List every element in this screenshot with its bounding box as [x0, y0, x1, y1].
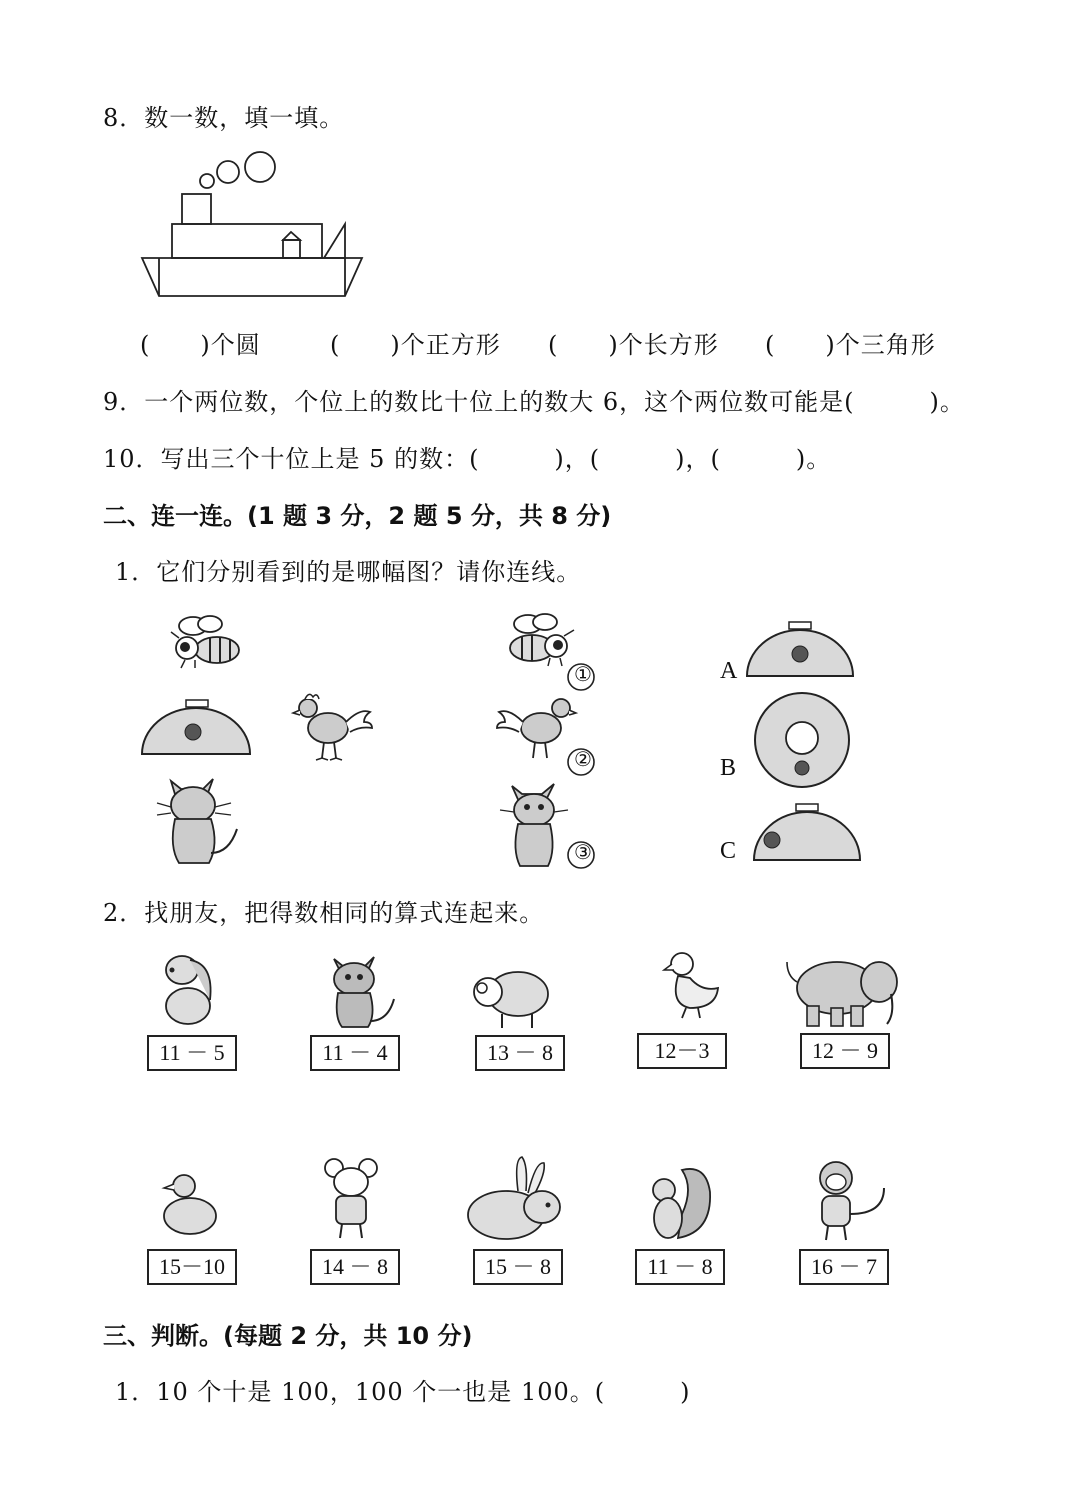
section3-q1-text: 1．10 个十是 100，100 个一也是 100。( ) [115, 1378, 691, 1406]
expr-box-3[interactable]: 13 － 8 [475, 1035, 565, 1071]
q9-text: 9．一个两位数，个位上的数比十位上的数大 6，这个两位数可能是( )。 [103, 388, 965, 416]
fill-squares[interactable]: ( )个正方形 [330, 331, 501, 359]
duck-icon [664, 948, 722, 1020]
fill-rectangles[interactable]: ( )个长方形 [548, 331, 719, 359]
elephant-icon [785, 952, 901, 1030]
fill-circles[interactable]: ( )个圆 [140, 331, 261, 359]
cat-icon [328, 955, 400, 1030]
cat-front-icon [500, 780, 572, 870]
rooster-icon [290, 688, 374, 764]
option-label-c: C [720, 838, 737, 864]
expr-box-4[interactable]: 12－3 [637, 1033, 727, 1069]
q10-text: 10．写出三个十位上是 5 的数：( )，( )，( )。 [103, 445, 832, 473]
duckling-icon [158, 1170, 224, 1242]
bee-icon [165, 612, 245, 670]
sheep-icon [468, 962, 552, 1032]
monkey-icon [802, 1158, 892, 1244]
expr-box-6[interactable]: 15－10 [147, 1249, 237, 1285]
view-label-1: ① [574, 664, 592, 686]
section3-title: 三、判断。(每题 2 分，共 10 分) [103, 1322, 473, 1350]
bowl-side-icon [140, 698, 252, 756]
view-label-3: ③ [574, 842, 592, 864]
expr-box-8[interactable]: 15 － 8 [473, 1249, 563, 1285]
squirrel-icon [642, 1162, 714, 1244]
expr-box-5[interactable]: 12 － 9 [800, 1033, 890, 1069]
q8-title: 8．数一数，填一填。 [103, 104, 345, 132]
view-label-2: ② [574, 749, 592, 771]
dog-icon [158, 950, 224, 1028]
section2-q1-text: 1．它们分别看到的是哪幅图？请你连线。 [115, 558, 582, 586]
expr-box-1[interactable]: 11 － 5 [147, 1035, 237, 1071]
bowl-view-a-icon [745, 620, 855, 678]
option-label-b: B [720, 755, 737, 781]
section2-title: 二、连一连。(1 题 3 分，2 题 5 分，共 8 分) [103, 502, 612, 530]
mouse-icon [318, 1158, 390, 1242]
cat-back-icon [155, 775, 243, 867]
option-label-a: A [720, 658, 738, 684]
expr-box-7[interactable]: 14 － 8 [310, 1249, 400, 1285]
expr-box-2[interactable]: 11 － 4 [310, 1035, 400, 1071]
ship-figure [140, 148, 370, 300]
expr-box-9[interactable]: 11 － 8 [635, 1249, 725, 1285]
expr-box-10[interactable]: 16 － 7 [799, 1249, 889, 1285]
bowl-view-b-icon [752, 690, 852, 790]
rabbit-icon [462, 1155, 566, 1245]
section2-q2-text: 2．找朋友，把得数相同的算式连起来。 [103, 899, 545, 927]
bowl-view-c-icon [752, 802, 862, 862]
bee-icon [500, 610, 580, 668]
fill-triangles[interactable]: ( )个三角形 [765, 331, 936, 359]
